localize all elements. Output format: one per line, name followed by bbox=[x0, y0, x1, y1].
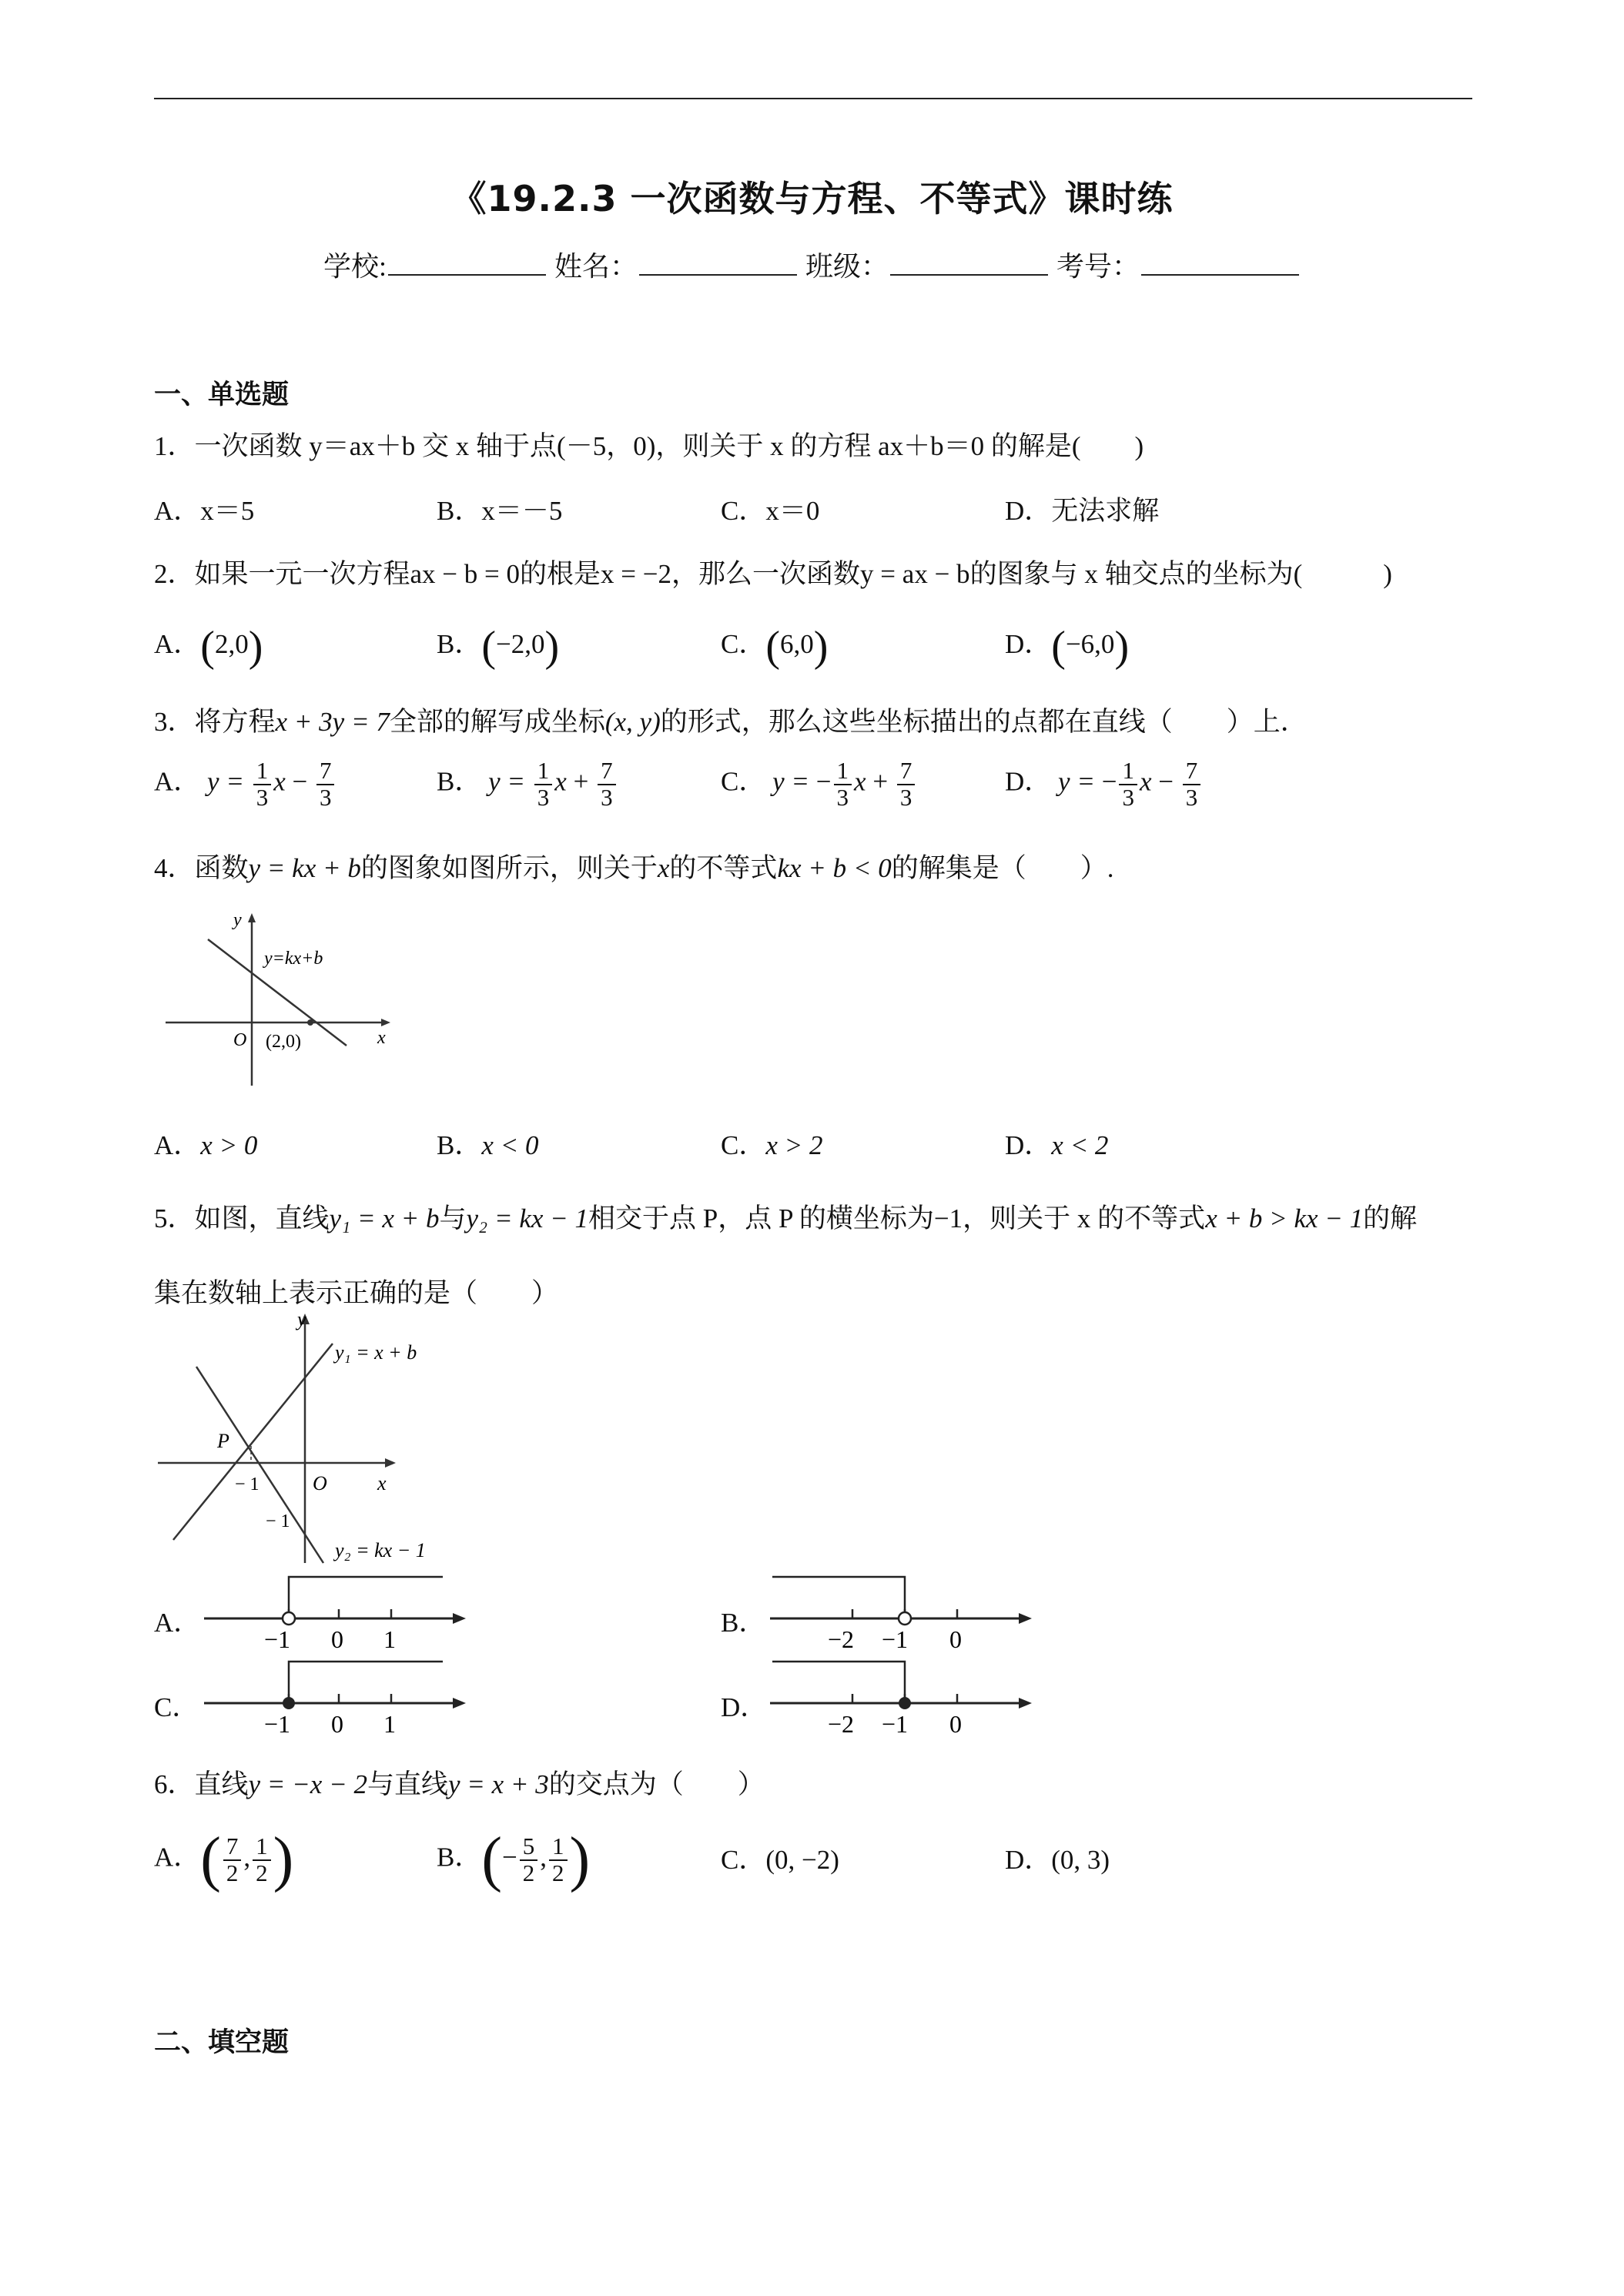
q4-option-b bbox=[437, 1124, 539, 1163]
q5-d-closed-dot bbox=[899, 1697, 911, 1709]
q4-option-b-value: x < 0 bbox=[481, 1130, 539, 1160]
q3-expr-2: (x, y) bbox=[604, 707, 661, 737]
q4-label-c: C． bbox=[721, 1130, 766, 1160]
exam-no-label: 考号： bbox=[1056, 251, 1140, 282]
q6-b-comma: , bbox=[540, 1842, 547, 1873]
q3-d-frac-2: $\frac{7}{3}$ bbox=[1183, 758, 1201, 810]
q5-point-label: P bbox=[217, 1430, 229, 1452]
question-5 bbox=[154, 1197, 1417, 1236]
q5-label-d: D． bbox=[721, 1692, 768, 1722]
q4-option-c-value: x > 2 bbox=[765, 1130, 823, 1160]
header-rule bbox=[154, 98, 1472, 99]
q6-label-d: D． bbox=[1005, 1845, 1052, 1875]
q5-option-d-numberline bbox=[766, 1655, 1043, 1740]
q5-line2-label: y₂ = kx − 1 bbox=[335, 1539, 426, 1561]
q5-x-tick: − 1 bbox=[235, 1474, 260, 1494]
q5-line-1 bbox=[173, 1344, 333, 1540]
q5-y-label: y bbox=[297, 1309, 306, 1330]
q5-expr-3: −1 bbox=[933, 1203, 963, 1233]
q2-option-b-value: −2,0 bbox=[496, 629, 545, 660]
q3-c-frac-2: $\frac{7}{3}$ bbox=[897, 758, 916, 810]
section-fill-blank: 二、填空题 bbox=[154, 2027, 290, 2058]
q5-label-b: B． bbox=[721, 1608, 766, 1638]
q5-x-arrow bbox=[385, 1458, 396, 1468]
q6-label-b: B． bbox=[437, 1842, 482, 1873]
q6-option-d-value: (0, 3) bbox=[1051, 1845, 1110, 1875]
q4-label-a: A． bbox=[154, 1130, 201, 1160]
q4-label-b: B． bbox=[437, 1130, 482, 1160]
q5-d-tick-label-1: −1 bbox=[882, 1710, 909, 1738]
q3-b-x: x bbox=[554, 766, 567, 797]
q3-label-a: A． bbox=[154, 766, 201, 797]
q2-label-b: B． bbox=[437, 629, 482, 660]
q3-text-1: 3．将方程 bbox=[154, 707, 276, 737]
q4-expr-1: y = kx + b bbox=[248, 853, 361, 883]
q2-text-4: 的图象与 x 轴交点的坐标为( ) bbox=[969, 559, 1392, 589]
q6-expr-2: y = x + 3 bbox=[447, 1769, 549, 1799]
q3-option-a bbox=[154, 758, 337, 810]
q3-b-op: + bbox=[573, 766, 589, 797]
q2-option-a: A．(2,0) bbox=[154, 623, 263, 671]
q5-option-b-numberline bbox=[766, 1571, 1043, 1655]
q2-option-c-value: 6,0 bbox=[780, 629, 814, 660]
q5-b-arrow bbox=[1019, 1613, 1032, 1624]
q3-c-frac-1: $\frac{1}{3}$ bbox=[834, 758, 852, 810]
q5-d-tick-label-0: −2 bbox=[828, 1710, 855, 1738]
q4-y-arrow bbox=[248, 913, 256, 922]
q2-option-b: B．(−2,0) bbox=[437, 623, 560, 671]
q6-text-2: 与直线 bbox=[367, 1769, 448, 1799]
q1-option-d: D．无法求解 bbox=[1005, 496, 1160, 526]
q6-b-frac-1: $\frac{5}{2}$ bbox=[520, 1834, 538, 1886]
q5-b-range bbox=[772, 1577, 905, 1613]
q5-expr-4: x + b > kx − 1 bbox=[1205, 1203, 1364, 1233]
q2-expr-3: y = ax − b bbox=[860, 559, 970, 589]
q2-option-a-value: 2,0 bbox=[214, 629, 249, 660]
q2-expr-1: ax − b = 0 bbox=[410, 559, 521, 589]
student-info-line bbox=[0, 245, 1624, 284]
q6-label-a: A． bbox=[154, 1842, 201, 1873]
q3-expr-1: x + 3y = 7 bbox=[275, 707, 390, 737]
q4-x-arrow bbox=[381, 1019, 390, 1026]
q5-c-arrow bbox=[453, 1698, 466, 1709]
question-1: 1．一次函数 y＝ax＋b 交 x 轴于点(－5，0)，则关于 x 的方程 ax＋b＝0 的解是( ) bbox=[154, 431, 1144, 461]
q3-b-frac-2: $\frac{7}{3}$ bbox=[598, 758, 616, 810]
q5-d-tick-label-2: 0 bbox=[949, 1710, 962, 1738]
question-6 bbox=[154, 1763, 765, 1802]
q4-text-3: 的不等式 bbox=[669, 853, 778, 883]
page-title: 《19.2.3 一次函数与方程、不等式》课时练 bbox=[450, 178, 1174, 219]
q2-text-3: ，那么一次函数 bbox=[671, 559, 861, 589]
q5-a-arrow bbox=[453, 1613, 466, 1624]
q5-option-a-numberline bbox=[200, 1571, 477, 1655]
school-blank[interactable] bbox=[388, 249, 546, 276]
q2-label-d: D． bbox=[1005, 629, 1052, 660]
q3-a-x: x bbox=[273, 766, 286, 797]
q5-b-tick-label-2: 0 bbox=[949, 1625, 962, 1653]
q5-d-range bbox=[772, 1662, 905, 1698]
q3-d-op: − bbox=[1158, 766, 1174, 797]
q3-d-neg: − bbox=[1101, 766, 1117, 797]
q3-a-lhs: y = bbox=[207, 766, 244, 797]
q6-a-frac-2: $\frac{1}{2}$ bbox=[253, 1834, 271, 1886]
q6-text-3: 的交点为（ ） bbox=[548, 1769, 765, 1799]
q3-text-3: 的形式，那么这些坐标描出的点都在直线（ ）上． bbox=[660, 707, 1308, 737]
q6-option-c bbox=[721, 1839, 839, 1877]
q5-c-tick-label-0: −1 bbox=[264, 1710, 291, 1738]
q4-graph bbox=[158, 909, 397, 1093]
q5-c-closed-dot bbox=[283, 1697, 295, 1709]
q3-b-lhs: y = bbox=[488, 766, 526, 797]
class-blank[interactable] bbox=[890, 249, 1048, 276]
q5-expr-2: y₂ = kx − 1 bbox=[466, 1203, 589, 1233]
q4-label-d: D． bbox=[1005, 1130, 1052, 1160]
q1-option-a: A．x＝5 bbox=[154, 496, 255, 526]
q3-c-lhs: y = bbox=[772, 766, 810, 797]
q3-c-x: x bbox=[854, 766, 866, 797]
question-2 bbox=[154, 553, 1392, 591]
q4-option-c bbox=[721, 1124, 823, 1163]
q5-x-label: x bbox=[377, 1472, 387, 1494]
q5-d-arrow bbox=[1019, 1698, 1032, 1709]
q5-b-open-dot bbox=[899, 1612, 911, 1625]
q5-graph bbox=[154, 1309, 447, 1571]
q2-option-c: C．(6,0) bbox=[721, 623, 829, 671]
q4-text-4: 的解集是（ ）. bbox=[891, 853, 1114, 883]
q3-d-lhs: y = bbox=[1058, 766, 1095, 797]
q5-a-open-dot bbox=[283, 1612, 295, 1625]
q3-a-frac-1: $\frac{1}{3}$ bbox=[253, 758, 272, 810]
q3-option-b bbox=[437, 758, 618, 810]
q4-origin-label: O bbox=[233, 1030, 247, 1050]
q6-b-minus: − bbox=[502, 1842, 517, 1873]
q2-expr-2: x = −2 bbox=[601, 559, 672, 589]
q4-option-a-value: x > 0 bbox=[200, 1130, 258, 1160]
q5-text-2: 与 bbox=[439, 1203, 467, 1233]
q5-c-tick-label-2: 1 bbox=[383, 1710, 396, 1738]
q5-expr-1: y₁ = x + b bbox=[329, 1203, 440, 1233]
class-label: 班级： bbox=[805, 251, 889, 282]
q5-label-c: C． bbox=[154, 1692, 199, 1722]
q5-label-a: A． bbox=[154, 1608, 201, 1638]
q1-option-c: C．x＝0 bbox=[721, 496, 820, 526]
school-label: 学校: bbox=[323, 251, 387, 282]
q5-text-1: 5．如图，直线 bbox=[154, 1203, 330, 1233]
q3-a-op: − bbox=[292, 766, 308, 797]
q6-option-b: B．(− $\frac{5}{2}$ , $\frac{1}{2}$ ) bbox=[437, 1826, 591, 1893]
q3-b-frac-1: $\frac{1}{3}$ bbox=[534, 758, 553, 810]
q5-text-5: 的解 bbox=[1363, 1203, 1418, 1233]
q3-a-frac-2: $\frac{7}{3}$ bbox=[316, 758, 335, 810]
q3-c-op: + bbox=[872, 766, 889, 797]
q5-a-tick-label-1: 0 bbox=[331, 1625, 343, 1653]
q6-a-comma: , bbox=[243, 1842, 251, 1873]
q5-a-tick-label-2: 1 bbox=[383, 1625, 396, 1653]
name-blank[interactable] bbox=[639, 249, 797, 276]
q3-option-c bbox=[721, 758, 917, 810]
q5-origin-label: O bbox=[313, 1472, 327, 1494]
q2-option-d: D．(−6,0) bbox=[1005, 623, 1130, 671]
q3-d-x: x bbox=[1139, 766, 1152, 797]
q6-option-d bbox=[1005, 1839, 1110, 1877]
question-3 bbox=[154, 701, 1308, 739]
q6-b-frac-2: $\frac{1}{2}$ bbox=[549, 1834, 568, 1886]
q2-label-c: C． bbox=[721, 629, 766, 660]
q2-option-d-value: −6,0 bbox=[1065, 629, 1115, 660]
q3-option-d bbox=[1005, 758, 1203, 810]
q4-point bbox=[307, 1019, 313, 1026]
q4-option-a bbox=[154, 1124, 257, 1163]
q5-c-tick-label-1: 0 bbox=[331, 1710, 343, 1738]
q4-line-label: y=kx+b bbox=[264, 949, 323, 969]
q6-expr-1: y = −x − 2 bbox=[248, 1769, 367, 1799]
q5-y-tick: − 1 bbox=[266, 1511, 290, 1531]
q4-expr-2: x bbox=[657, 853, 670, 883]
q4-x-label: x bbox=[377, 1028, 386, 1048]
q5-b-tick-label-1: −1 bbox=[882, 1625, 909, 1653]
q5-option-c-numberline bbox=[200, 1655, 477, 1740]
q2-text-1: 2．如果一元一次方程 bbox=[154, 559, 410, 589]
q5-b-tick-label-0: −2 bbox=[828, 1625, 855, 1653]
q4-point-label: (2,0) bbox=[266, 1032, 301, 1052]
q3-text-2: 全部的解写成坐标 bbox=[389, 707, 605, 737]
q3-label-b: B． bbox=[437, 766, 482, 797]
section-single-choice: 一、单选题 bbox=[154, 380, 290, 410]
q5-text-3: 相交于点 P，点 P 的横坐标为 bbox=[588, 1203, 934, 1233]
q5-text-4: ，则关于 x 的不等式 bbox=[963, 1203, 1206, 1233]
q3-label-c: C． bbox=[721, 766, 766, 797]
q4-option-d-value: x < 2 bbox=[1051, 1130, 1109, 1160]
q5-a-range bbox=[289, 1577, 443, 1613]
q4-text-1: 4．函数 bbox=[154, 853, 249, 883]
question-4 bbox=[154, 847, 1114, 885]
q6-label-c: C． bbox=[721, 1845, 766, 1875]
q3-c-neg: − bbox=[815, 766, 832, 797]
q4-text-2: 的图象如图所示，则关于 bbox=[360, 853, 658, 883]
q1-option-b: B．x＝－5 bbox=[437, 496, 563, 526]
q4-option-d bbox=[1005, 1124, 1108, 1163]
q6-option-c-value: (0, −2) bbox=[765, 1845, 839, 1875]
q6-option-a: A．( $\frac{7}{2}$ , $\frac{1}{2}$ ) bbox=[154, 1826, 294, 1893]
q2-text-2: 的根是 bbox=[520, 559, 601, 589]
q6-a-frac-1: $\frac{7}{2}$ bbox=[223, 1834, 242, 1886]
question-5-line-2: 集在数轴上表示正确的是（ ） bbox=[154, 1278, 559, 1308]
q3-label-d: D． bbox=[1005, 766, 1052, 797]
q5-line1-label: y₁ = x + b bbox=[335, 1341, 417, 1364]
q2-label-a: A． bbox=[154, 629, 201, 660]
q6-text-1: 6．直线 bbox=[154, 1769, 249, 1799]
q5-c-range bbox=[289, 1662, 443, 1698]
exam-no-blank[interactable] bbox=[1141, 249, 1299, 276]
q3-d-frac-1: $\frac{1}{3}$ bbox=[1119, 758, 1137, 810]
q4-y-label: y bbox=[233, 910, 242, 930]
q4-expr-3: kx + b < 0 bbox=[777, 853, 892, 883]
name-label: 姓名： bbox=[554, 251, 638, 282]
q5-a-tick-label-0: −1 bbox=[264, 1625, 291, 1653]
